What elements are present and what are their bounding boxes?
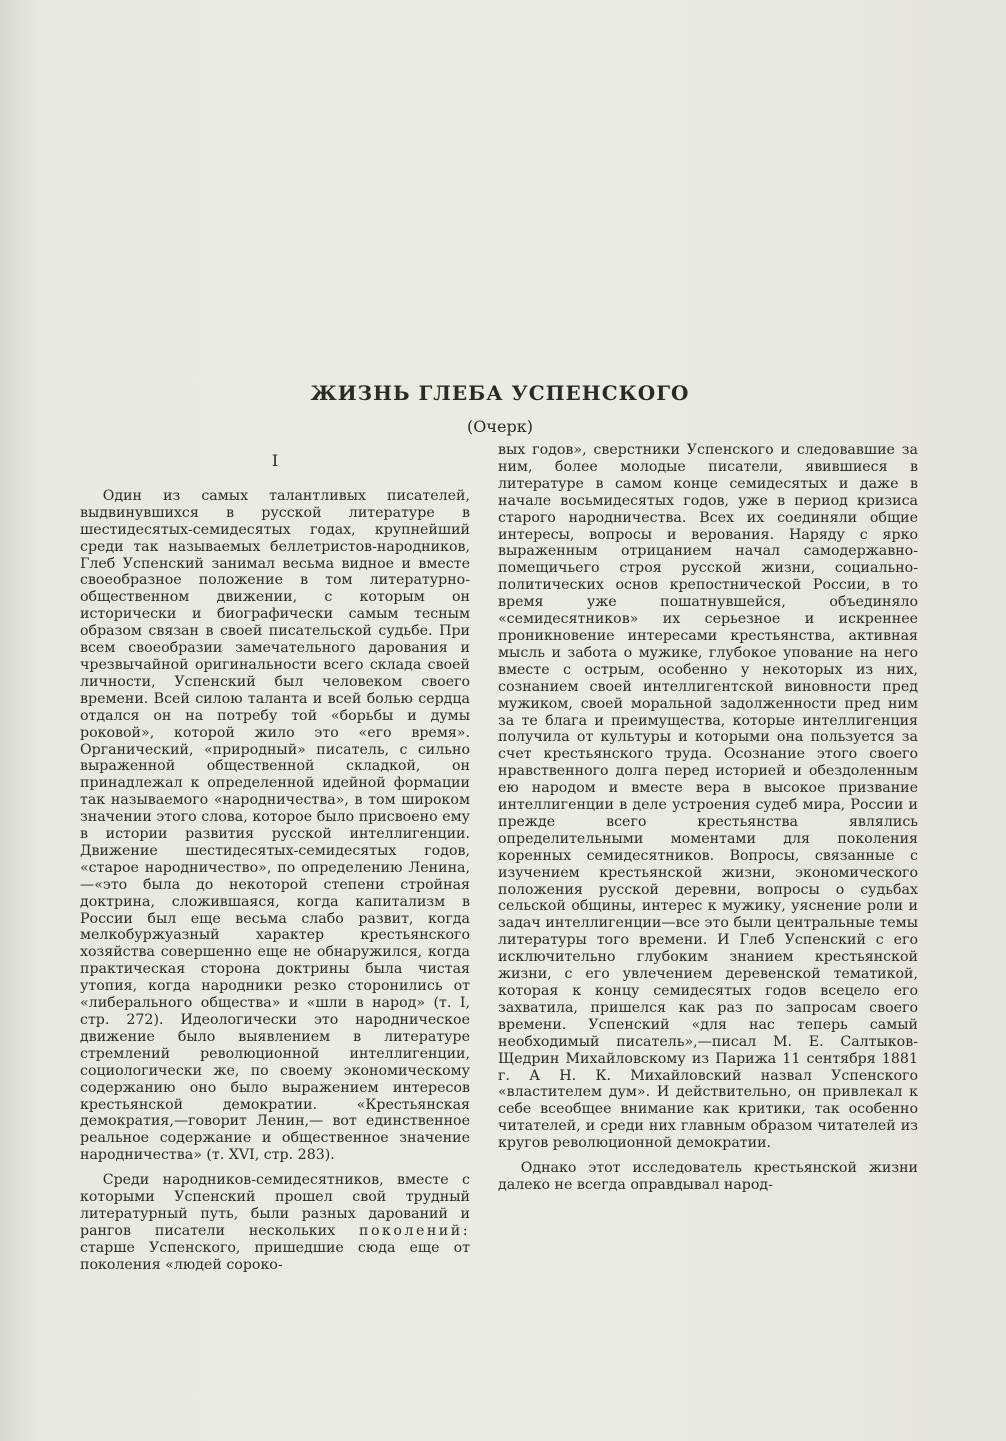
paragraph	[80, 1172, 470, 1273]
paragraph: вых годов», сверстники Успенского и следовавшие за ним, более молодые писатели, явившиеся в литературе в самом конце семидесятых и даже в начале восьмидесятых годов, уже в период кризиса старого народничества. Всех их соединяли общие интересы, вопросы и верования. Наряду с ярко выраженным отрицанием начал самодержавно-помещичьего строя русской жизни, социально-политических основ крепостнической России, в то время уже пошатнувшейся, объединяло «семидесятников» их серьезное и искреннее проникновение интересами крестьянства, активная мысль и забота о мужике, глубокое упование на него вместе с острым, особенно у некоторых из них, сознанием своей интеллигентской виновности пред мужиком, своей моральной задолженности пред ним за те блага и преимущества, которые интеллигенция получила от культуры и которыми она пользуется за счет крестьянского труда. Осознание этого своего нравственного долга перед историей и обездоленным ею народом и вместе вера в высокое призвание интеллигенции в деле устроения судеб мира, России и прежде всего крестьянства являлись определительными моментами для поколения коренных семидесятников. Вопросы, связанные с изучением крестьянской жизни, экономического положения русской деревни, вопросы о судьбах сельской общины, интерес к мужику, уяснение роли и задач интеллигенции—все это были центральные темы литературы того времени. И Глеб Успенский с его исключительно глубоким знанием крестьянской жизни, с его увлечением деревенской тематикой, которая к концу семидесятых годов всецело его захватила, пришелся как раз по запросам своего времени. Успенский «для нас теперь самый необходимый писатель»,—писал М. Е. Салтыков-Щедрин Михайловскому из Парижа 11 сентября 1881 г. А Н. К. Михайловский назвал Успенского «властителем дум». И действительно, он привлекал к себе всеобщее внимание как критики, так особенно читателей, и среди них главным образом читателей из кругов революционной демократии.	[498, 442, 918, 1152]
paragraph-text: Среди народников-семидесятников, вместе с которыми Успенский прошел свой трудный литературный путь, были разных дарований и рангов писатели нескольких	[80, 1172, 470, 1239]
paragraph: Один из самых талантливых писателей, выдвинувшихся в русской литературе в шестидесятых-семидесятых годах, крупнейший среди так называемых беллетристов-народников, Глеб Успенский занимал весьма видное и вместе своеобразное положение в том литературно-общественном движении, с которым он исторически и биографически самым тесным образом связан в своей писательской судьбе. При всем своеобразии замечательного дарования и чрезвычайной оригинальности всего склада своей личности, Успенский был человеком своего времени. Всей силою таланта и всей болью сердца отдался он на потребу той «борьбы и думы роковой», которой жило это «его время». Органический, «природный» писатель, с сильно выраженной общественной складкой, он принадлежал к определенной идейной формации так называемого «народничества», в том широком значении этого слова, которое было присвоено ему в истории развития русской интеллигенции. Движение шестидесятых-семидесятых годов, «старое народничество», по определению Ленина,—«это была до некоторой степени стройная доктрина, сложившаяся, когда капитализм в России был еще весьма слабо развит, когда мелкобуржуазный характер крестьянского хозяйства совершенно еще не обнаружился, когда практическая сторона доктрины была чистая утопия, когда народники резко сторонились от «либерального общества» и «шли в народ» (т. I, стр. 272). Идеологически это народническое движение было выявлением в литературе стремлений революционной интеллигенции, социологически же, по своему экономическому содержанию оно было выражением интересов крестьянской демократии. «Крестьянская демократия,—говорит Ленин,— вот единственное реальное содержание и общественное значение народничества» (т. XVI, стр. 283).	[80, 487, 470, 1164]
section-number: I	[271, 451, 279, 470]
article-title: ЖИЗНЬ ГЛЕБА УСПЕНСКОГО	[310, 381, 690, 405]
spaced-word: поколений:	[359, 1222, 470, 1239]
right-column	[498, 442, 918, 1194]
article-subtitle: (Очерк)	[467, 417, 533, 436]
left-column	[80, 453, 470, 1274]
paragraph: Однако этот исследователь крестьянской жизни далеко не всегда оправдывал народ-	[498, 1160, 918, 1193]
paragraph-text: старше Успенского, пришедшие сюда еще от поколения «людей сороко-	[80, 1239, 470, 1273]
